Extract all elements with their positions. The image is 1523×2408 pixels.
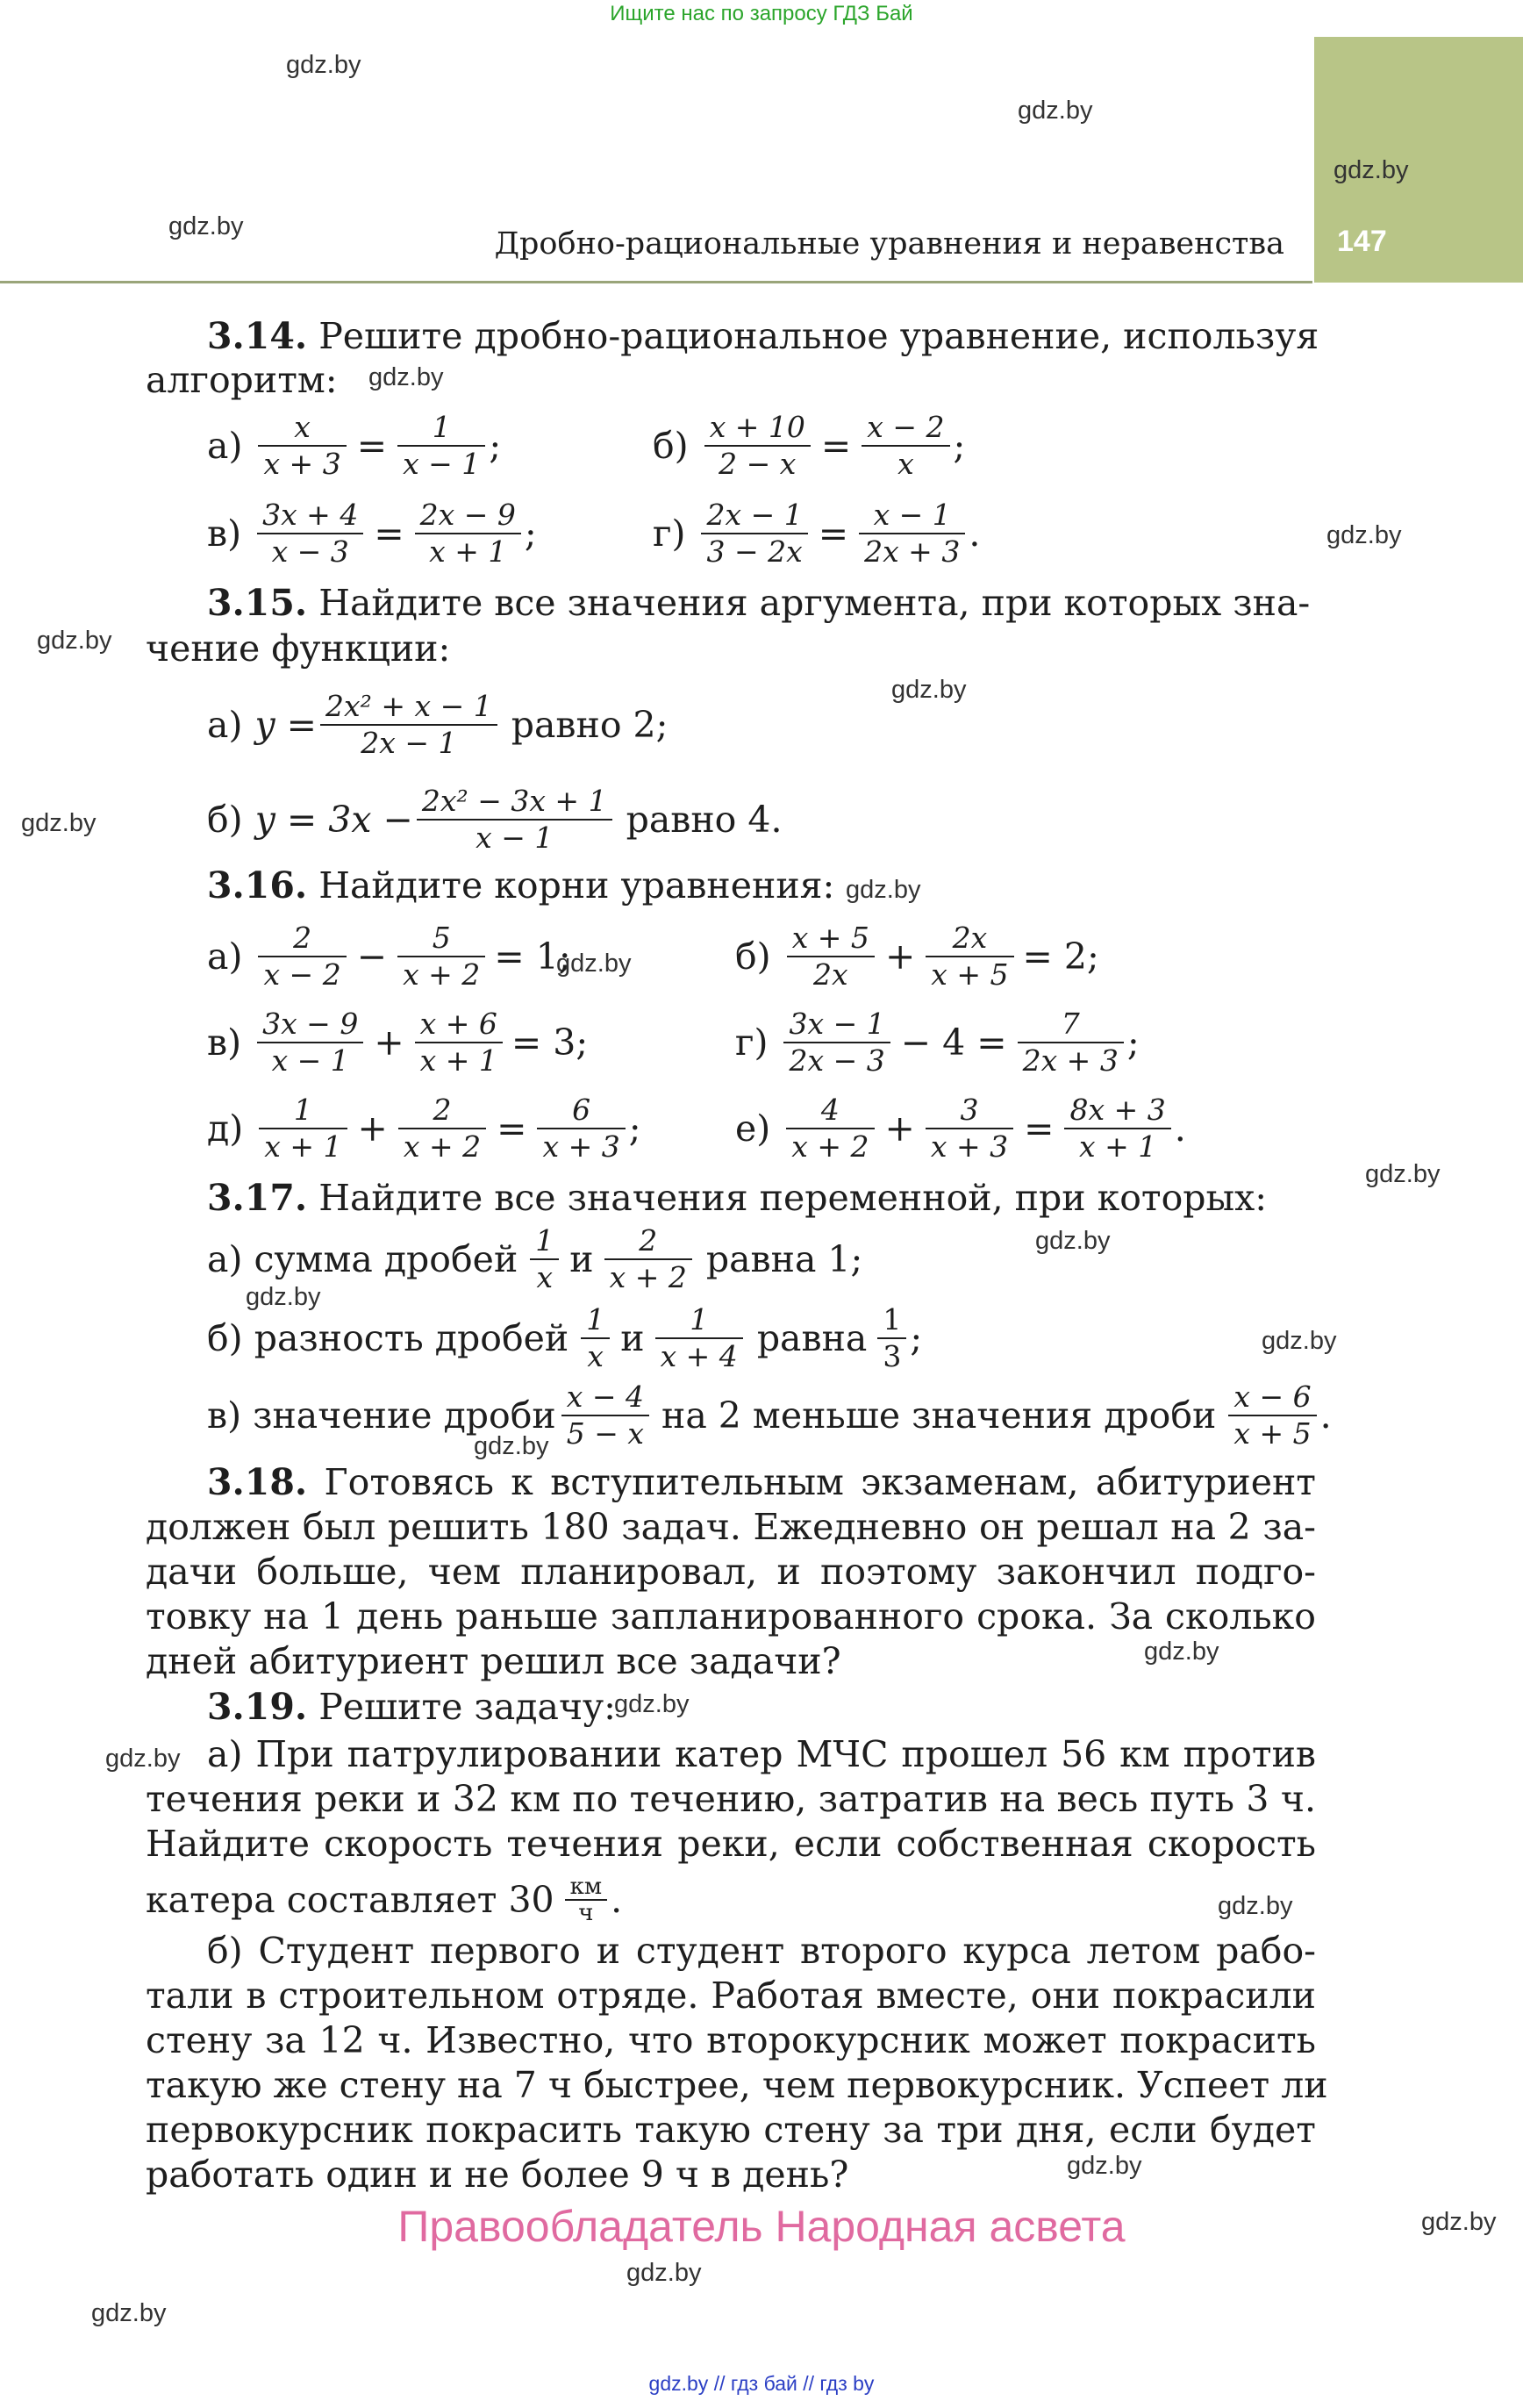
watermark: gdz.by (1018, 97, 1093, 125)
eq-3-14-a: а) $\frac{x}{x + 3}$ = $\frac{1}{x - 1}$ ; (207, 410, 502, 481)
eq-3-14-d: г) $\frac{2x - 1}{3 - 2x}$ = $\frac{x - 1}{2x + 3}$ . (653, 498, 981, 569)
exercise-3-15-heading: 3.15. Найдите все значения аргумента, при которых зна- (207, 582, 1311, 624)
eq-3-17-c: в) значение дроби x − 4 5 − x на 2 меньше значения дроби x − 6 x + 5 . (207, 1380, 1332, 1451)
watermark: gdz.by (168, 212, 244, 240)
watermark: gdz.by (846, 876, 921, 904)
watermark: gdz.by (37, 627, 112, 655)
exercise-3-17-heading: 3.17. Найдите все значения переменной, при которых: (207, 1177, 1268, 1219)
watermark: gdz.by (1067, 2152, 1142, 2180)
header-rule (0, 281, 1312, 283)
top-note: Ищите нас по запросу ГДЗ Бай (610, 2, 913, 25)
watermark: gdz.by (21, 809, 97, 837)
eq-3-15-b: б) y = 3x − $\frac{\text{2x² − 3x + 1}}{x - 1}$ равно 4. (207, 784, 783, 855)
watermark: gdz.by (1365, 1160, 1441, 1188)
page-number: 147 (1337, 225, 1387, 258)
exercise-3-14-heading-cont: алгоритм: (146, 359, 338, 401)
exercise-3-19-a: а) При патрулировании катер МЧС прошел 56 км против течения реки и 32 км по течению, затратив на весь путь 3 ч. Найдите скорость течения реки, если собственная скорость (146, 1733, 1316, 1865)
eq-3-16-c: в) 3x − 9 x − 1 + $\frac{x + 6}{x + 1}$ = 3; (207, 1007, 589, 1078)
exercise-3-18: 3.18. Готовясь к вступительным экзаменам, абитуриент должен был решить 180 задач. Ежедневно он решал на 2 за- дачи больше, чем планировал, и поэтому закончил подго- товку на 1 день раньше запланированного срока. За сколько дней абитуриент решил все задачи? (146, 1461, 1316, 1682)
watermark: gdz.by (246, 1283, 321, 1311)
exercise-3-14-heading: 3.14. Решите дробно-рациональное уравнение, используя (207, 315, 1319, 357)
watermark: gdz.by (1262, 1327, 1337, 1355)
eq-3-17-a: а) сумма дробей 1 x и 2 x + 2 равна 1; (207, 1223, 863, 1294)
watermark: gdz.by (1326, 521, 1402, 549)
exercise-3-15-heading-cont: чение функции: (146, 627, 451, 670)
watermark: gdz.by (556, 950, 632, 978)
eq-3-16-e: д) 1 x + 1 + $\frac{2}{x + 2}$ = $\frac{6}{x + 3}$ ; (207, 1093, 641, 1164)
watermark: gdz.by (891, 676, 967, 704)
watermark: gdz.by (1144, 1638, 1219, 1666)
watermark: gdz.by (1334, 156, 1409, 184)
running-head: Дробно-рациональные уравнения и неравенства (494, 226, 1284, 262)
eq-3-14-b: б) $\frac{x + 10}{2 - x}$ = $\frac{x - 2}{x}$ ; (653, 410, 966, 481)
watermark: gdz.by (1035, 1227, 1111, 1255)
footer-links: gdz.by // гдз бай // гдз by (648, 2372, 875, 2395)
copyright-notice: Правообладатель Народная асвета (397, 2202, 1126, 2251)
watermark: gdz.by (105, 1745, 181, 1773)
watermark: gdz.by (614, 1690, 690, 1718)
exercise-3-16-heading: 3.16. Найдите корни уравнения: (207, 864, 835, 907)
eq-3-16-a: а) 2 x − 2 − $\frac{5}{x + 2}$ = 1; (207, 921, 571, 992)
watermark: gdz.by (626, 2259, 702, 2287)
eq-3-14-c: в) $\frac{3x + 4}{x - 3}$ = $\frac{2x - 9}{x + 1}$ ; (207, 498, 537, 569)
watermark: gdz.by (1421, 2208, 1497, 2236)
eq-3-15-a: а) y = $\frac{\text{2x² + x − 1}}{2x - 1}$ равно 2; (207, 689, 669, 760)
eq-3-16-b: б) x + 5 2x + $\frac{2x}{x + 5}$ = 2; (735, 921, 1099, 992)
eq-3-17-b: б) разность дробей 1 x и 1 x + 4 равна 1 3 ; (207, 1302, 923, 1373)
watermark: gdz.by (91, 2299, 167, 2327)
watermark: gdz.by (1218, 1892, 1293, 1920)
watermark: gdz.by (474, 1432, 549, 1460)
eq-3-16-d: г) 3x − 1 2x − 3 − 4 = $\frac{7}{2x + 3}$ ; (735, 1007, 1140, 1078)
watermark: gdz.by (286, 51, 361, 79)
exercise-3-19-b: б) Студент первого и студент второго курса летом рабо- тали в строительном отряде. Работая вместе, они покрасили стену за 12 ч. Известно, что второкурсник может покрасить такую же стену на 7 ч быстрее, чем первокурсник. Успеет ли первокурсник покрасить такую стену за три дня, если будет работать один и не более 9 ч в день? (146, 1930, 1328, 2196)
exercise-3-19-heading: 3.19. Решите задачу: (207, 1686, 616, 1728)
eq-3-16-f: е) 4 x + 2 + $\frac{3}{x + 3}$ = $\frac{8x + 3}{x + 1}$ . (735, 1093, 1186, 1164)
watermark: gdz.by (368, 363, 444, 391)
exercise-3-19-a-last: катера составляет 30 км ч . (146, 1874, 623, 1926)
